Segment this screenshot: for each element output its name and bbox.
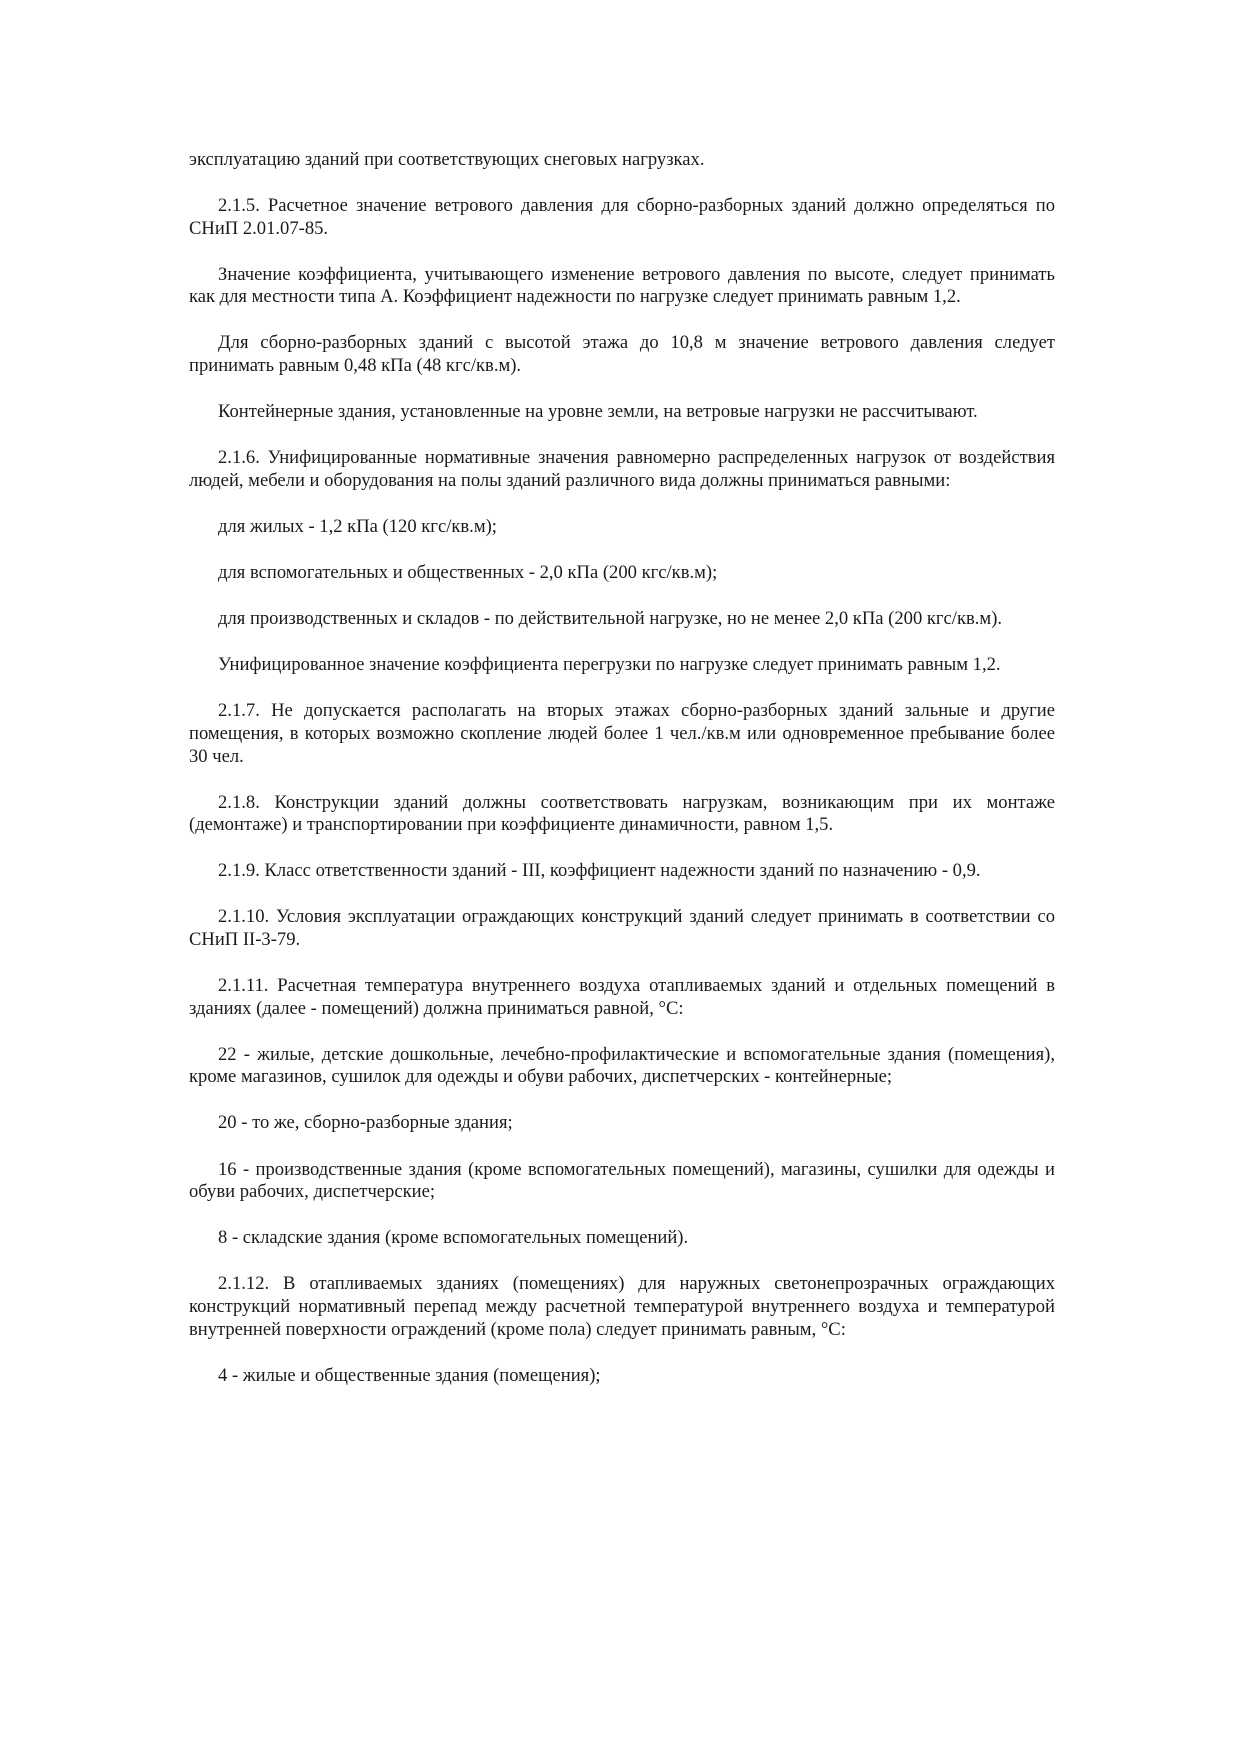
- paragraph-industrial-load: для производственных и складов - по действительной нагрузке, но не менее 2,0 кПа (200 кгс/кв.м).: [218, 608, 1003, 630]
- paragraph-2-1-6: 2.1.6. Унифицированные нормативные значения равномерно распределенных нагрузок от воздействия людей, мебели и оборудования на полы зданий различного вида должны приниматься равными:: [189, 447, 1055, 491]
- paragraph-wind-pressure-value: Для сборно-разборных зданий с высотой этажа до 10,8 м значение ветрового давления следует принимать равным 0,48 кПа (48 кгс/кв.м).: [189, 332, 1055, 377]
- paragraph-temp-diff-4: 4 - жилые и общественные здания (помещения);: [218, 1364, 601, 1386]
- paragraph-continuation: эксплуатацию зданий при соответствующих снеговых нагрузках.: [189, 149, 705, 170]
- paragraph-2-1-5: 2.1.5. Расчетное значение ветрового давления для сборно-разборных зданий должно определяться по СНиП 2.01.07-85.: [189, 195, 1055, 239]
- paragraph-2-1-10: 2.1.10. Условия эксплуатации ограждающих конструкций зданий следует принимать в соответствии со СНиП II-3-79.: [189, 906, 1055, 950]
- paragraph-2-1-7: 2.1.7. Не допускается располагать на вторых этажах сборно-разборных зданий зальные и другие помещения, в которых возможно скопление людей более 1 чел./кв.м или одновременное пребывание более 30 чел.: [189, 700, 1055, 767]
- paragraph-2-1-9: 2.1.9. Класс ответственности зданий - III, коэффициент надежности зданий по назначению - 0,9.: [218, 860, 981, 882]
- paragraph-2-1-8: 2.1.8. Конструкции зданий должны соответствовать нагрузкам, возникающим при их монтаже (демонтаже) и транспортировании при коэффициенте динамичности, равном 1,5.: [189, 791, 1055, 836]
- paragraph-residential-load: для жилых - 1,2 кПа (120 кгс/кв.м);: [218, 515, 497, 537]
- paragraph-auxiliary-load: для вспомогательных и общественных - 2,0 кПа (200 кгс/кв.м);: [218, 562, 718, 584]
- paragraph-temp-20: 20 - то же, сборно-разборные здания;: [218, 1112, 513, 1134]
- paragraph-temp-16: 16 - производственные здания (кроме вспомогательных помещений), магазины, сушилки для одежды и обуви рабочих, диспетчерские;: [189, 1158, 1055, 1203]
- paragraph-container-buildings: Контейнерные здания, установленные на уровне земли, на ветровые нагрузки не рассчитывают.: [218, 401, 978, 423]
- paragraph-temp-8: 8 - складские здания (кроме вспомогательных помещений).: [218, 1227, 689, 1249]
- document-page: [189, 149, 1055, 1411]
- paragraph-overload-coefficient: Унифицированное значение коэффициента перегрузки по нагрузке следует принимать равным 1,2.: [218, 654, 1001, 676]
- paragraph-temp-22: 22 - жилые, детские дошкольные, лечебно-профилактические и вспомогательные здания (помещения), кроме магазинов, сушилок для одежды и обуви рабочих, диспетчерских - контейнерные;: [189, 1043, 1055, 1088]
- paragraph-2-1-11: 2.1.11. Расчетная температура внутреннего воздуха отапливаемых зданий и отдельных помещений в зданиях (далее - помещений) должна приниматься равной, °С:: [189, 975, 1055, 1019]
- paragraph-wind-coefficient: Значение коэффициента, учитывающего изменение ветрового давления по высоте, следует принимать как для местности типа А. Коэффициент надежности по нагрузке следует принимать равным 1,2.: [189, 263, 1055, 308]
- paragraph-2-1-12: 2.1.12. В отапливаемых зданиях (помещениях) для наружных светонепрозрачных ограждающих конструкций нормативный перепад между расчетной температурой внутреннего воздуха и температурой внутренней поверхности ограждений (кроме пола) следует принимать равным, °С:: [189, 1273, 1055, 1340]
